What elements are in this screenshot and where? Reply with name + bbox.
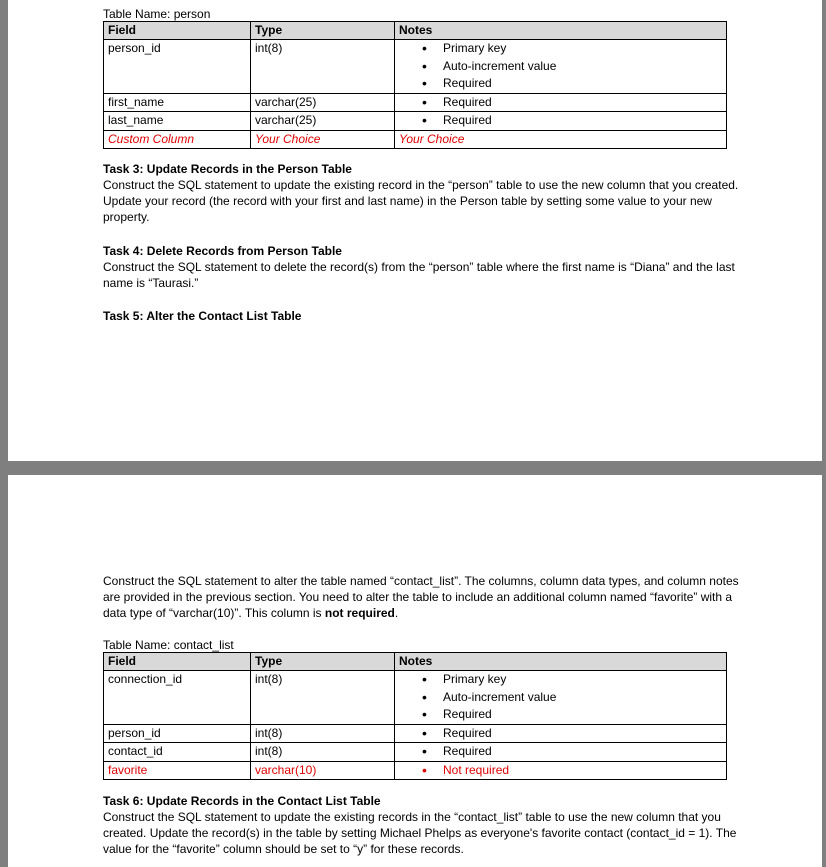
table-row [104, 761, 727, 780]
header-type: Type [251, 653, 395, 671]
person-table-caption: Table Name: person [103, 7, 211, 21]
task3-section [103, 161, 743, 225]
note-item: • Auto-increment value [395, 689, 722, 707]
notes-cell [395, 40, 727, 94]
header-notes: Notes [395, 22, 727, 40]
field-cell: person_id [104, 40, 251, 94]
task6-heading: Task 6: Update Records in the Contact List Table [103, 794, 381, 808]
field-cell: person_id [104, 724, 251, 743]
header-field: Field [104, 22, 251, 40]
table-header-row [104, 22, 727, 40]
type-cell: int(8) [251, 724, 395, 743]
field-cell: last_name [104, 112, 251, 131]
type-cell: int(8) [251, 40, 395, 94]
note-item: • Required [395, 112, 722, 130]
notes-cell [395, 761, 727, 780]
task3-body: Construct the SQL statement to update the existing record in the “person” table to use the new column that you created. Update your record (the record with your first and last name) in the Person table by setting some value to your new property. [103, 178, 739, 224]
note-item: • Required [395, 94, 722, 112]
header-type: Type [251, 22, 395, 40]
header-field: Field [104, 653, 251, 671]
type-cell: int(8) [251, 671, 395, 725]
table-row [104, 743, 727, 762]
task5-body [103, 573, 743, 621]
person-table-block [103, 7, 743, 149]
notes-cell [395, 93, 727, 112]
table-row [104, 112, 727, 131]
type-cell: Your Choice [251, 130, 395, 148]
task6-section [103, 793, 743, 857]
table-header-row [104, 653, 727, 671]
note-item: • Not required [395, 762, 722, 780]
field-cell: Custom Column [104, 130, 251, 148]
notes-cell [395, 724, 727, 743]
field-cell: favorite [104, 761, 251, 780]
table-row [104, 671, 727, 725]
emphasis: not required [324, 606, 395, 620]
task4-body: Construct the SQL statement to delete the record(s) from the “person” table where the first name is “Diana” and the last name is “Taurasi.” [103, 260, 735, 290]
type-cell: varchar(25) [251, 93, 395, 112]
notes-cell [395, 743, 727, 762]
document-page-1 [8, 0, 822, 461]
type-cell: varchar(10) [251, 761, 395, 780]
type-cell: varchar(25) [251, 112, 395, 131]
note-item: • Primary key [395, 40, 722, 58]
task3-heading: Task 3: Update Records in the Person Table [103, 162, 352, 176]
task4-section [103, 243, 743, 291]
note-item: • Required [395, 706, 722, 724]
notes-cell [395, 112, 727, 131]
field-cell: connection_id [104, 671, 251, 725]
contact-table-caption: Table Name: contact_list [103, 638, 234, 652]
person-table [103, 21, 727, 149]
table-row [104, 130, 727, 148]
task5-section [103, 308, 743, 324]
notes-cell: Your Choice [395, 130, 727, 148]
task6-body: Construct the SQL statement to update the existing records in the “contact_list” table to use the new column that you created. Update the record(s) in the table by setting Michael Phelps as everyone's favorite contact (contact_id = 1). The value for the “favorite” column should be set to “y” for these records. [103, 810, 737, 856]
table-row [104, 93, 727, 112]
table-row [104, 724, 727, 743]
note-item: • Required [395, 743, 722, 761]
task4-heading: Task 4: Delete Records from Person Table [103, 244, 342, 258]
contact-table-block [103, 638, 743, 780]
note-item: • Auto-increment value [395, 58, 722, 76]
note-item: • Required [395, 75, 722, 93]
task5-paragraph: Construct the SQL statement to alter the table named “contact_list”. The columns, column data types, and column notes are provided in the previous section. You need to alter the table to include an additional column named “favorite” with a data type of “varchar(10)”. This column is not required. [103, 574, 739, 620]
task5-heading: Task 5: Alter the Contact List Table [103, 309, 302, 323]
type-cell: int(8) [251, 743, 395, 762]
field-cell: first_name [104, 93, 251, 112]
note-item: • Required [395, 725, 722, 743]
field-cell: contact_id [104, 743, 251, 762]
header-notes: Notes [395, 653, 727, 671]
document-page-2 [8, 475, 822, 867]
contact-list-table [103, 652, 727, 780]
notes-cell [395, 671, 727, 725]
note-item: • Primary key [395, 671, 722, 689]
table-row [104, 40, 727, 94]
